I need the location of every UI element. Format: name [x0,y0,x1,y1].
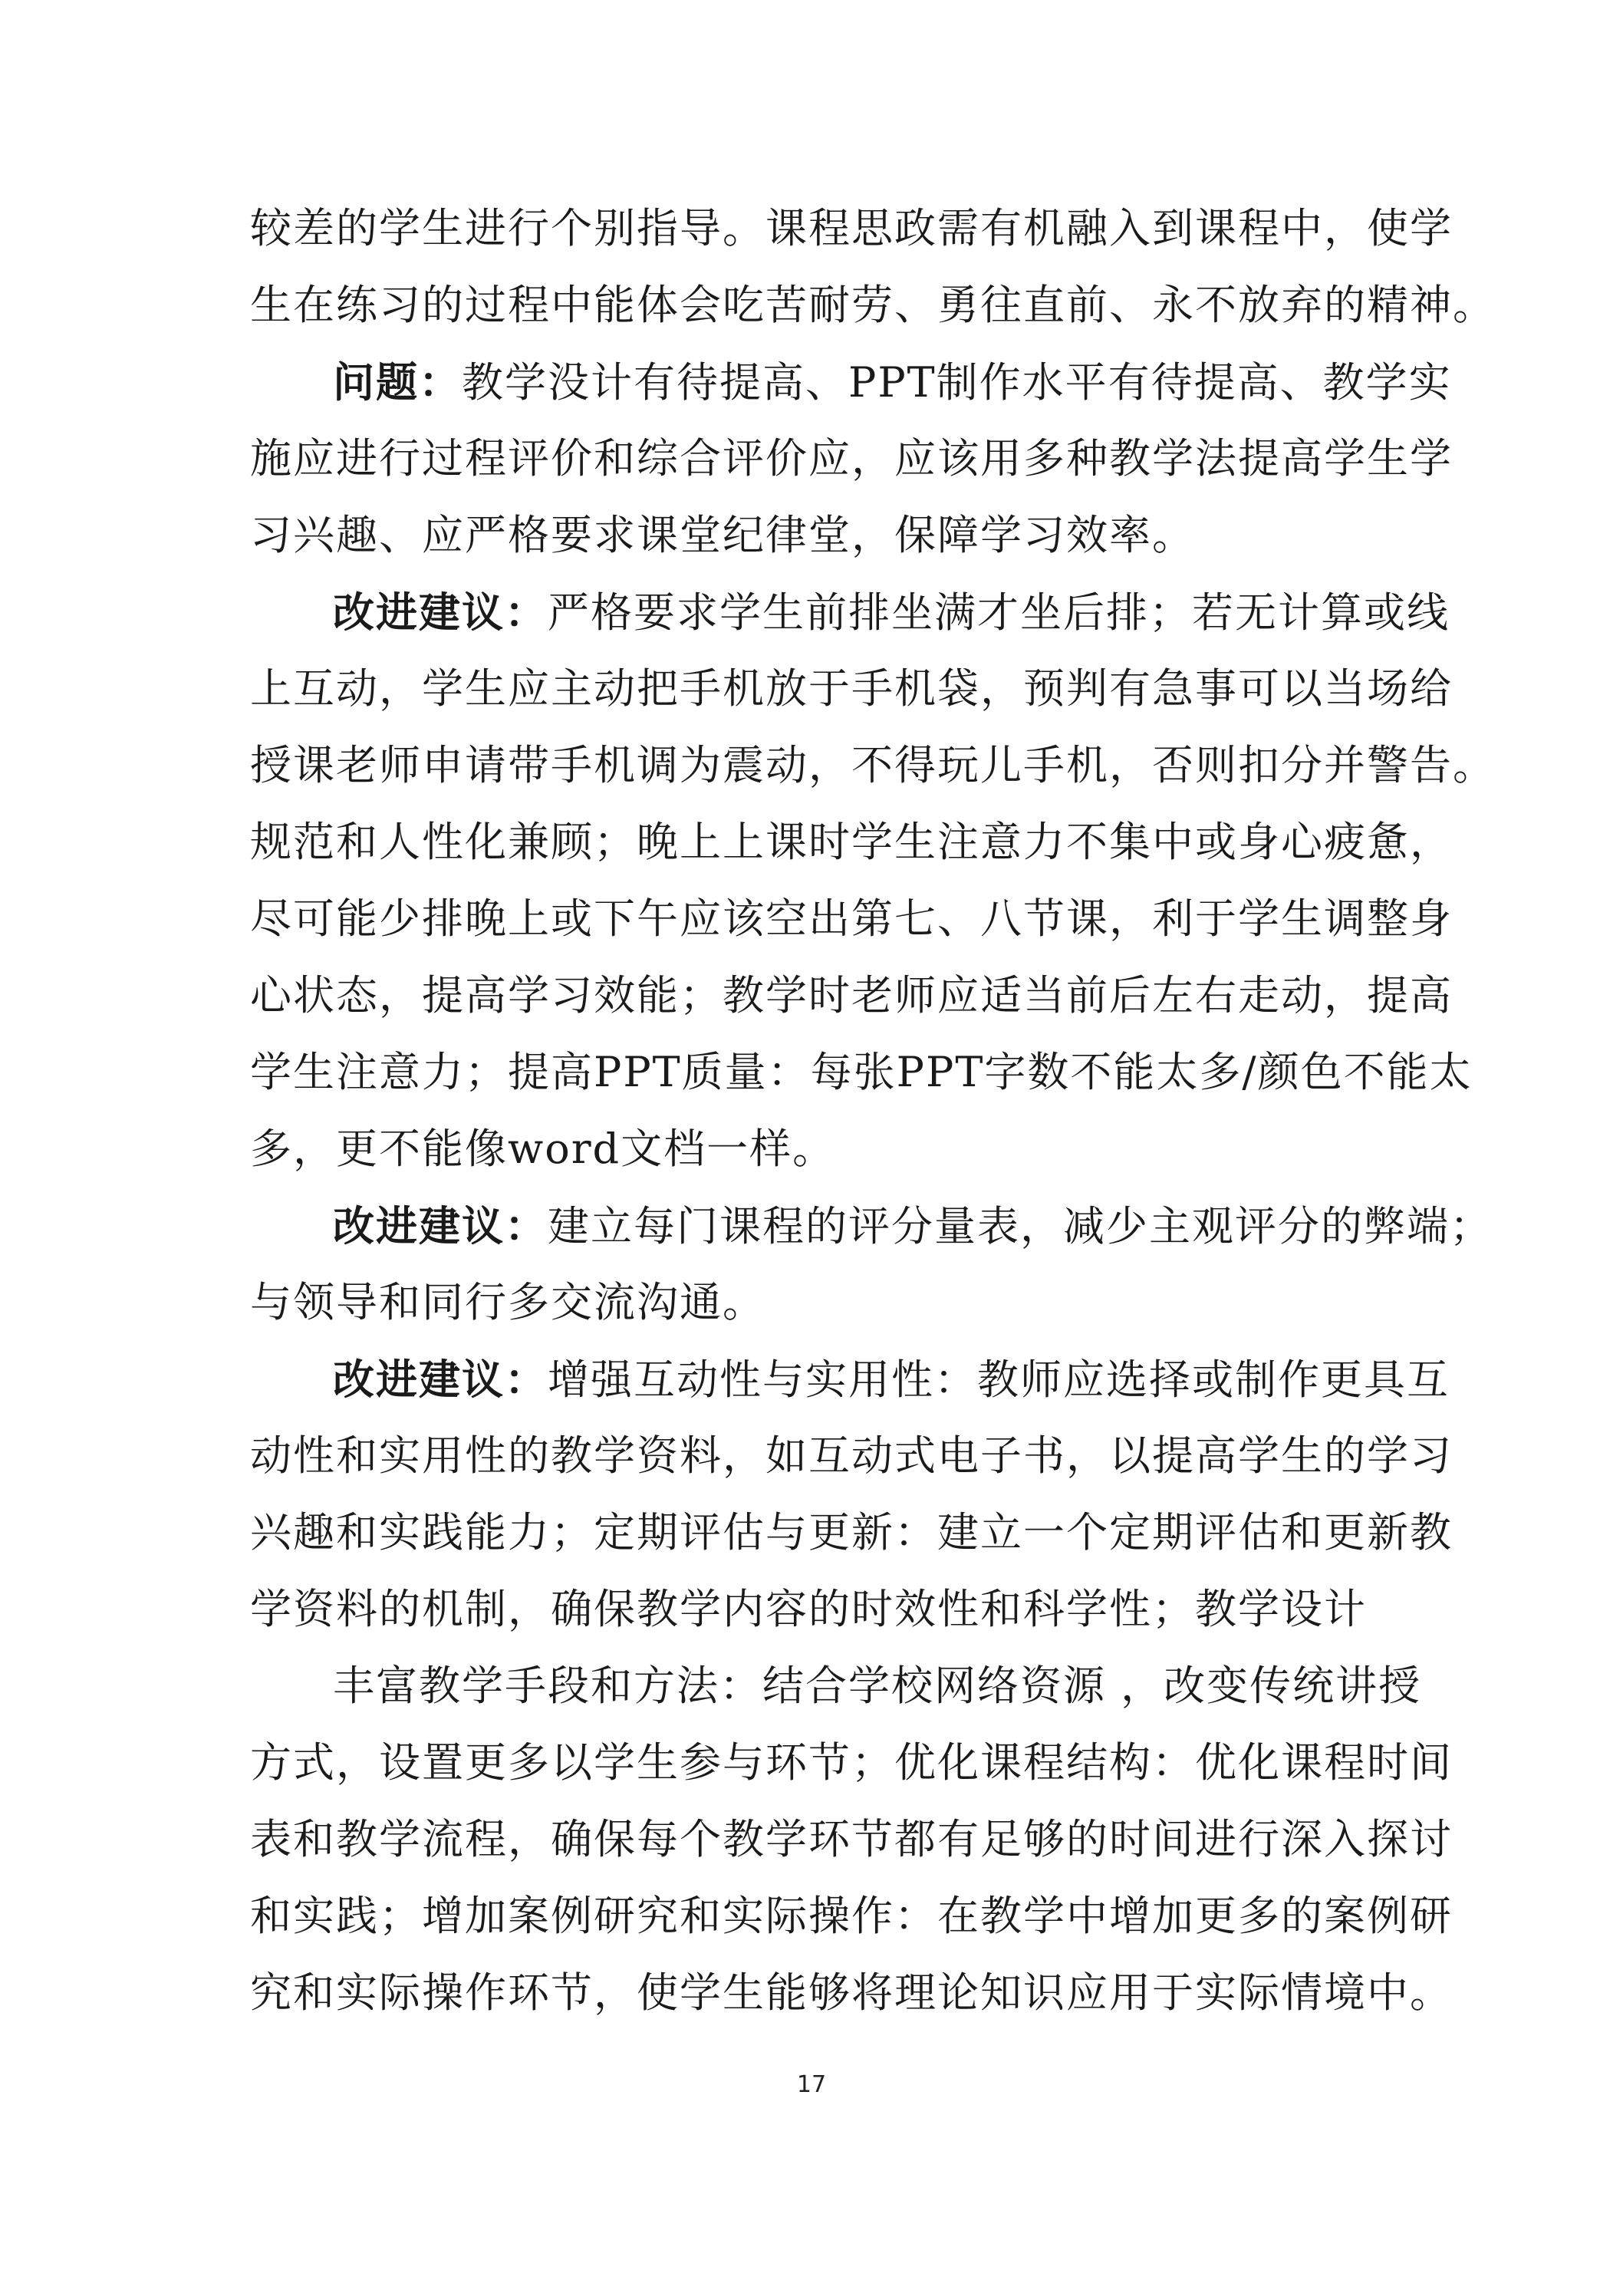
text-line-content: 增强互动性与实用性：教师应选择或制作更具互 [548,1356,1450,1404]
text-line: 表和教学流程，确保每个教学环节都有足够的时间进行深入探讨 [250,1815,1453,1863]
paragraph-suggestion-3 [250,1341,1453,1648]
text-line: 上互动，学生应主动把手机放于手机袋，预判有急事可以当场给 [250,664,1453,713]
text-line: 究和实际操作环节，使学生能够将理论知识应用于实际情境中。 [250,1968,1453,2017]
text-line: 施应进行过程评价和综合评价应，应该用多种教学法提高学生学 [250,434,1453,483]
text-line: 心状态，提高学习效能；教学时老师应适当前后左右走动，提高 [250,971,1453,1020]
text-line: 习兴趣、应严格要求课堂纪律堂，保障学习效率。 [250,511,1195,559]
text-line: 丰富教学手段和方法：结合学校网络资源 ，改变传统讲授 [333,1662,1422,1710]
text-line-content: 建立每门课程的评分量表，减少主观评分的弊端； [548,1202,1493,1250]
text-line [250,574,1450,651]
paragraph-label: 问题： [333,357,462,407]
text-line [250,1341,1450,1418]
text-line: 学生注意力；提高PPT质量：每张PPT字数不能太多/颜色不能太 [250,1048,1473,1096]
paragraph-teaching-methods [250,1648,1453,2031]
page-number: 17 [796,2071,827,2098]
text-line: 动性和实用性的教学资料，如互动式电子书，以提高学生的学习 [250,1431,1453,1480]
text-line: 与领导和同行多交流沟通。 [250,1278,765,1326]
paragraph-suggestion-1 [250,574,1496,1188]
text-line: 授课老师申请带手机调为震动，不得玩儿手机，否则扣分并警告。 [250,741,1496,789]
text-line [250,344,1452,420]
paragraph-label: 改进建议： [333,1201,548,1250]
text-line: 方式，设置更多以学生参与环节；优化课程结构：优化课程时间 [250,1738,1453,1787]
body-text [250,190,1496,2031]
text-line: 多，更不能像word文档一样。 [250,1125,836,1173]
paragraph-label: 改进建议： [333,1355,548,1404]
text-line: 较差的学生进行个别指导。课程思政需有机融入到课程中，使学 [250,204,1453,252]
text-line-content: 严格要求学生前排坐满才坐后排；若无计算或线 [548,588,1450,637]
paragraph-suggestion-2 [250,1188,1493,1341]
text-line: 学资料的机制，确保教学内容的时效性和科学性；教学设计 [250,1585,1367,1633]
paragraph-label: 改进建议： [333,588,548,637]
text-line: 尽可能少排晚上或下午应该空出第七、八节课，利于学生调整身 [250,894,1453,943]
paragraph-problems [250,344,1453,574]
paragraph-continuation [250,190,1496,344]
text-line-content: 教学没计有待提高、PPT制作水平有待提高、教学实 [462,358,1452,407]
text-line: 兴趣和实践能力；定期评估与更新：建立一个定期评估和更新教 [250,1508,1453,1556]
text-line: 规范和人性化兼顾；晚上上课时学生注意力不集中或身心疲惫， [250,818,1453,866]
text-line [250,1188,1493,1264]
text-line: 生在练习的过程中能体会吃苦耐劳、勇往直前、永不放弃的精神。 [250,281,1496,329]
text-line: 和实践；增加案例研究和实际操作：在教学中增加更多的案例研 [250,1892,1453,1940]
